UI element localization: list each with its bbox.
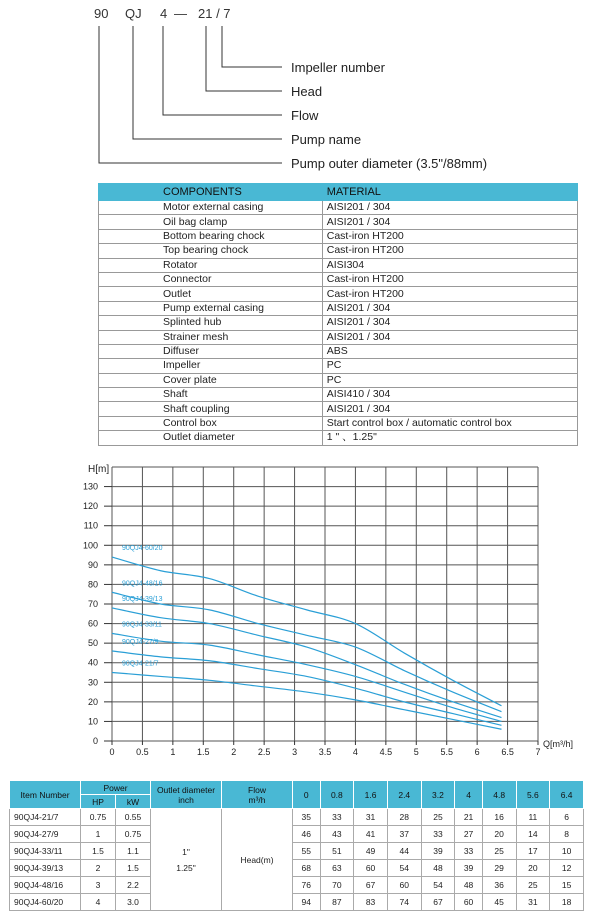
head-value-cell: 11 [516, 809, 550, 826]
hp-header: HP [81, 795, 116, 809]
performance-table-body [10, 809, 584, 911]
kw-cell: 0.75 [116, 826, 151, 843]
kw-cell: 1.5 [116, 860, 151, 877]
head-value-cell: 94 [293, 894, 321, 911]
material-header: MATERIAL [322, 184, 577, 201]
component-row [99, 359, 578, 373]
head-value-cell: 36 [482, 877, 516, 894]
y-tick-label: 100 [82, 540, 98, 551]
hp-cell: 4 [81, 894, 116, 911]
label-head: Head [291, 84, 323, 99]
component-name: Outlet [99, 287, 323, 301]
x-tick-label: 3 [292, 747, 298, 757]
chart-ticks [83, 482, 541, 757]
head-value-cell: 67 [421, 894, 455, 911]
x-tick-label: 5.5 [440, 747, 453, 757]
component-name: Shaft [99, 388, 323, 402]
head-value-cell: 60 [387, 877, 421, 894]
flow-col-4: 3.2 [421, 781, 455, 809]
component-material: AISI201 / 304 [322, 301, 577, 315]
series-label: 90QJ4-48/16 [122, 580, 163, 588]
performance-table [9, 780, 584, 911]
y-tick-label: 120 [82, 501, 98, 512]
head-value-cell: 16 [482, 809, 516, 826]
component-material: Cast-iron HT200 [322, 244, 577, 258]
component-row [99, 344, 578, 358]
component-row [99, 272, 578, 286]
model-code-diagram [0, 0, 600, 175]
series-line [112, 673, 501, 730]
code-part-dash: — [174, 6, 187, 21]
x-tick-label: 5 [413, 747, 419, 757]
head-value-cell: 27 [455, 826, 483, 843]
series-label: 90QJ4-33/11 [122, 621, 162, 629]
head-value-cell: 25 [482, 843, 516, 860]
component-name: Diffuser [99, 344, 323, 358]
series-label: 90QJ4-21/7 [122, 660, 159, 668]
y-tick-label: 80 [87, 579, 98, 590]
component-row [99, 229, 578, 243]
head-value-cell: 55 [293, 843, 321, 860]
component-row [99, 215, 578, 229]
code-part-head-impeller: 21 / 7 [198, 6, 231, 21]
item-number-cell: 90QJ4-39/13 [10, 860, 81, 877]
series-label: 90QJ4-39/13 [122, 595, 163, 603]
head-value-cell: 12 [550, 860, 584, 877]
head-value-cell: 54 [421, 877, 455, 894]
head-value-cell: 67 [354, 877, 388, 894]
component-name: Splinted hub [99, 316, 323, 330]
outlet-header: Outlet diameter inch [151, 781, 222, 809]
label-flow: Flow [291, 108, 319, 123]
code-part-name: QJ [125, 6, 142, 21]
component-material: Start control box / automatic control box [322, 416, 577, 430]
head-value-cell: 20 [482, 826, 516, 843]
component-row [99, 431, 578, 445]
head-value-cell: 48 [421, 860, 455, 877]
y-tick-label: 60 [87, 618, 98, 629]
kw-header: kW [116, 795, 151, 809]
component-material: PC [322, 359, 577, 373]
y-tick-label: 20 [87, 696, 98, 707]
head-value-cell: 44 [387, 843, 421, 860]
item-number-cell: 90QJ4-33/11 [10, 843, 81, 860]
component-material: Cast-iron HT200 [322, 229, 577, 243]
component-material: Cast-iron HT200 [322, 272, 577, 286]
components-table-body [99, 201, 578, 446]
component-name: Connector [99, 272, 323, 286]
component-row [99, 416, 578, 430]
head-value-cell: 33 [421, 826, 455, 843]
head-value-cell: 37 [387, 826, 421, 843]
y-tick-label: 110 [83, 520, 98, 531]
kw-cell: 1.1 [116, 843, 151, 860]
outlet-diameter-value: 1.25" [176, 862, 196, 873]
component-row [99, 388, 578, 402]
head-value-cell: 39 [421, 843, 455, 860]
y-tick-label: 70 [87, 599, 98, 609]
head-value-cell: 41 [354, 826, 388, 843]
label-impeller-number: Impeller number [291, 60, 385, 75]
component-material: AISI304 [322, 258, 577, 272]
flow-col-2: 1.6 [354, 781, 388, 809]
head-value-cell: 29 [482, 860, 516, 877]
component-name: Cover plate [99, 373, 323, 387]
series-label: 90QJ4-27/9 [122, 638, 159, 646]
performance-row [10, 860, 584, 877]
component-row [99, 316, 578, 330]
head-value-cell: 31 [516, 894, 550, 911]
chart-grid [112, 467, 538, 741]
x-tick-label: 2.5 [257, 747, 271, 757]
kw-cell: 2.2 [116, 877, 151, 894]
head-value-cell: 33 [455, 843, 483, 860]
component-material: ABS [322, 344, 577, 358]
y-tick-label: 40 [87, 657, 98, 668]
component-name: Oil bag clamp [99, 215, 323, 229]
y-tick-label: 0 [92, 736, 98, 746]
head-value-cell: 46 [293, 826, 321, 843]
head-value-cell: 70 [320, 877, 354, 894]
y-tick-label: 50 [87, 638, 98, 649]
component-row [99, 373, 578, 387]
component-name: Top bearing chock [99, 244, 323, 258]
head-value-cell: 21 [455, 809, 483, 826]
x-tick-label: 2 [231, 747, 237, 757]
head-value-cell: 25 [421, 809, 455, 826]
x-tick-label: 6 [474, 747, 480, 757]
component-name: Pump external casing [99, 301, 323, 315]
component-material: AISI201 / 304 [322, 201, 577, 215]
head-value-cell: 15 [550, 877, 584, 894]
head-value-cell: 45 [482, 894, 516, 911]
head-label-cell: Head(m) [222, 809, 293, 911]
performance-row [10, 826, 584, 843]
head-value-cell: 10 [550, 843, 584, 860]
x-tick-label: 4 [352, 747, 358, 757]
component-name: Motor external casing [99, 201, 323, 215]
component-name: Bottom bearing chock [99, 229, 323, 243]
y-tick-label: 10 [87, 716, 98, 727]
power-header: Power [81, 781, 151, 795]
series-label: 90QJ4-60/20 [122, 545, 163, 553]
hp-cell: 1.5 [81, 843, 116, 860]
head-value-cell: 28 [387, 809, 421, 826]
component-row [99, 244, 578, 258]
head-value-cell: 39 [455, 860, 483, 877]
component-material: AISI410 / 304 [322, 388, 577, 402]
item-number-cell: 90QJ4-48/16 [10, 877, 81, 894]
hp-cell: 2 [81, 860, 116, 877]
component-material: AISI201 / 304 [322, 215, 577, 229]
flow-col-6: 4.8 [482, 781, 516, 809]
head-value-cell: 31 [354, 809, 388, 826]
head-value-cell: 74 [387, 894, 421, 911]
head-value-cell: 60 [455, 894, 483, 911]
kw-cell: 3.0 [116, 894, 151, 911]
y-axis-label: H[m] [88, 464, 110, 475]
x-tick-label: 0.5 [136, 747, 149, 757]
component-row [99, 402, 578, 416]
component-material: AISI201 / 304 [322, 402, 577, 416]
performance-row [10, 894, 584, 911]
x-tick-label: 6.5 [501, 747, 514, 757]
flow-label: Flow [248, 784, 266, 795]
performance-row [10, 877, 584, 894]
component-name: Shaft coupling [99, 402, 323, 416]
head-value-cell: 20 [516, 860, 550, 877]
head-value-cell: 6 [550, 809, 584, 826]
component-material: Cast-iron HT200 [322, 287, 577, 301]
component-name: Impeller [99, 359, 323, 373]
x-axis-label: Q[m³/h] [543, 739, 574, 749]
label-pump-name: Pump name [291, 132, 362, 147]
component-name: Control box [99, 416, 323, 430]
x-tick-label: 1.5 [197, 747, 210, 757]
head-value-cell: 87 [320, 894, 354, 911]
hp-cell: 0.75 [81, 809, 116, 826]
head-value-cell: 63 [320, 860, 354, 877]
head-value-cell: 8 [550, 826, 584, 843]
flow-col-8: 6.4 [550, 781, 584, 809]
head-value-cell: 18 [550, 894, 584, 911]
flow-col-0: 0 [293, 781, 321, 809]
x-tick-label: 7 [535, 747, 541, 757]
item-number-header: Item Number [10, 781, 81, 809]
label-outer-diameter: Pump outer diameter (3.5"/88mm) [291, 156, 488, 171]
component-material: AISI201 / 304 [322, 330, 577, 344]
head-value-cell: 48 [455, 877, 483, 894]
flow-col-3: 2.4 [387, 781, 421, 809]
x-tick-label: 1 [170, 747, 176, 757]
head-value-cell: 76 [293, 877, 321, 894]
component-row [99, 258, 578, 272]
head-value-cell: 33 [320, 809, 354, 826]
x-tick-label: 0 [109, 747, 115, 757]
component-row [99, 201, 578, 215]
component-row [99, 287, 578, 301]
head-value-cell: 25 [516, 877, 550, 894]
y-tick-label: 90 [87, 559, 98, 570]
head-value-cell: 17 [516, 843, 550, 860]
component-material: 1 " 、1.25" [322, 431, 577, 445]
item-number-cell: 90QJ4-60/20 [10, 894, 81, 911]
component-material: PC [322, 373, 577, 387]
component-name: Rotator [99, 258, 323, 272]
code-part-flow: 4 [160, 6, 168, 21]
head-value-cell: 51 [320, 843, 354, 860]
components-header: COMPONENTS [99, 184, 323, 201]
item-number-cell: 90QJ4-21/7 [10, 809, 81, 826]
code-part-diameter: 90 [94, 6, 109, 21]
head-value-cell: 14 [516, 826, 550, 843]
hp-cell: 1 [81, 826, 116, 843]
flow-col-5: 4 [455, 781, 483, 809]
performance-row [10, 809, 584, 826]
x-tick-label: 3.5 [318, 747, 332, 757]
y-tick-label: 130 [82, 481, 98, 492]
head-value-cell: 68 [293, 860, 321, 877]
outlet-diameter-cell [151, 809, 222, 911]
component-name: Strainer mesh [99, 330, 323, 344]
head-value-cell: 49 [354, 843, 388, 860]
series-line [112, 557, 501, 706]
flow-header [222, 781, 293, 809]
item-number-cell: 90QJ4-27/9 [10, 826, 81, 843]
performance-row [10, 843, 584, 860]
head-value-cell: 35 [293, 809, 321, 826]
component-row [99, 301, 578, 315]
kw-cell: 0.55 [116, 809, 151, 826]
head-value-cell: 43 [320, 826, 354, 843]
hp-cell: 3 [81, 877, 116, 894]
flow-col-1: 0.8 [320, 781, 354, 809]
outlet-diameter-value: 1" [182, 846, 190, 857]
head-value-cell: 60 [354, 860, 388, 877]
flow-unit: m³/h [248, 794, 266, 805]
flow-col-7: 5.6 [516, 781, 550, 809]
x-tick-label: 4.5 [379, 747, 393, 757]
components-table [98, 183, 578, 446]
performance-chart [0, 458, 600, 773]
component-name: Outlet diameter [99, 431, 323, 445]
head-value-cell: 54 [387, 860, 421, 877]
component-material: AISI201 / 304 [322, 316, 577, 330]
y-tick-label: 30 [87, 677, 98, 688]
head-value-cell: 83 [354, 894, 388, 911]
component-row [99, 330, 578, 344]
